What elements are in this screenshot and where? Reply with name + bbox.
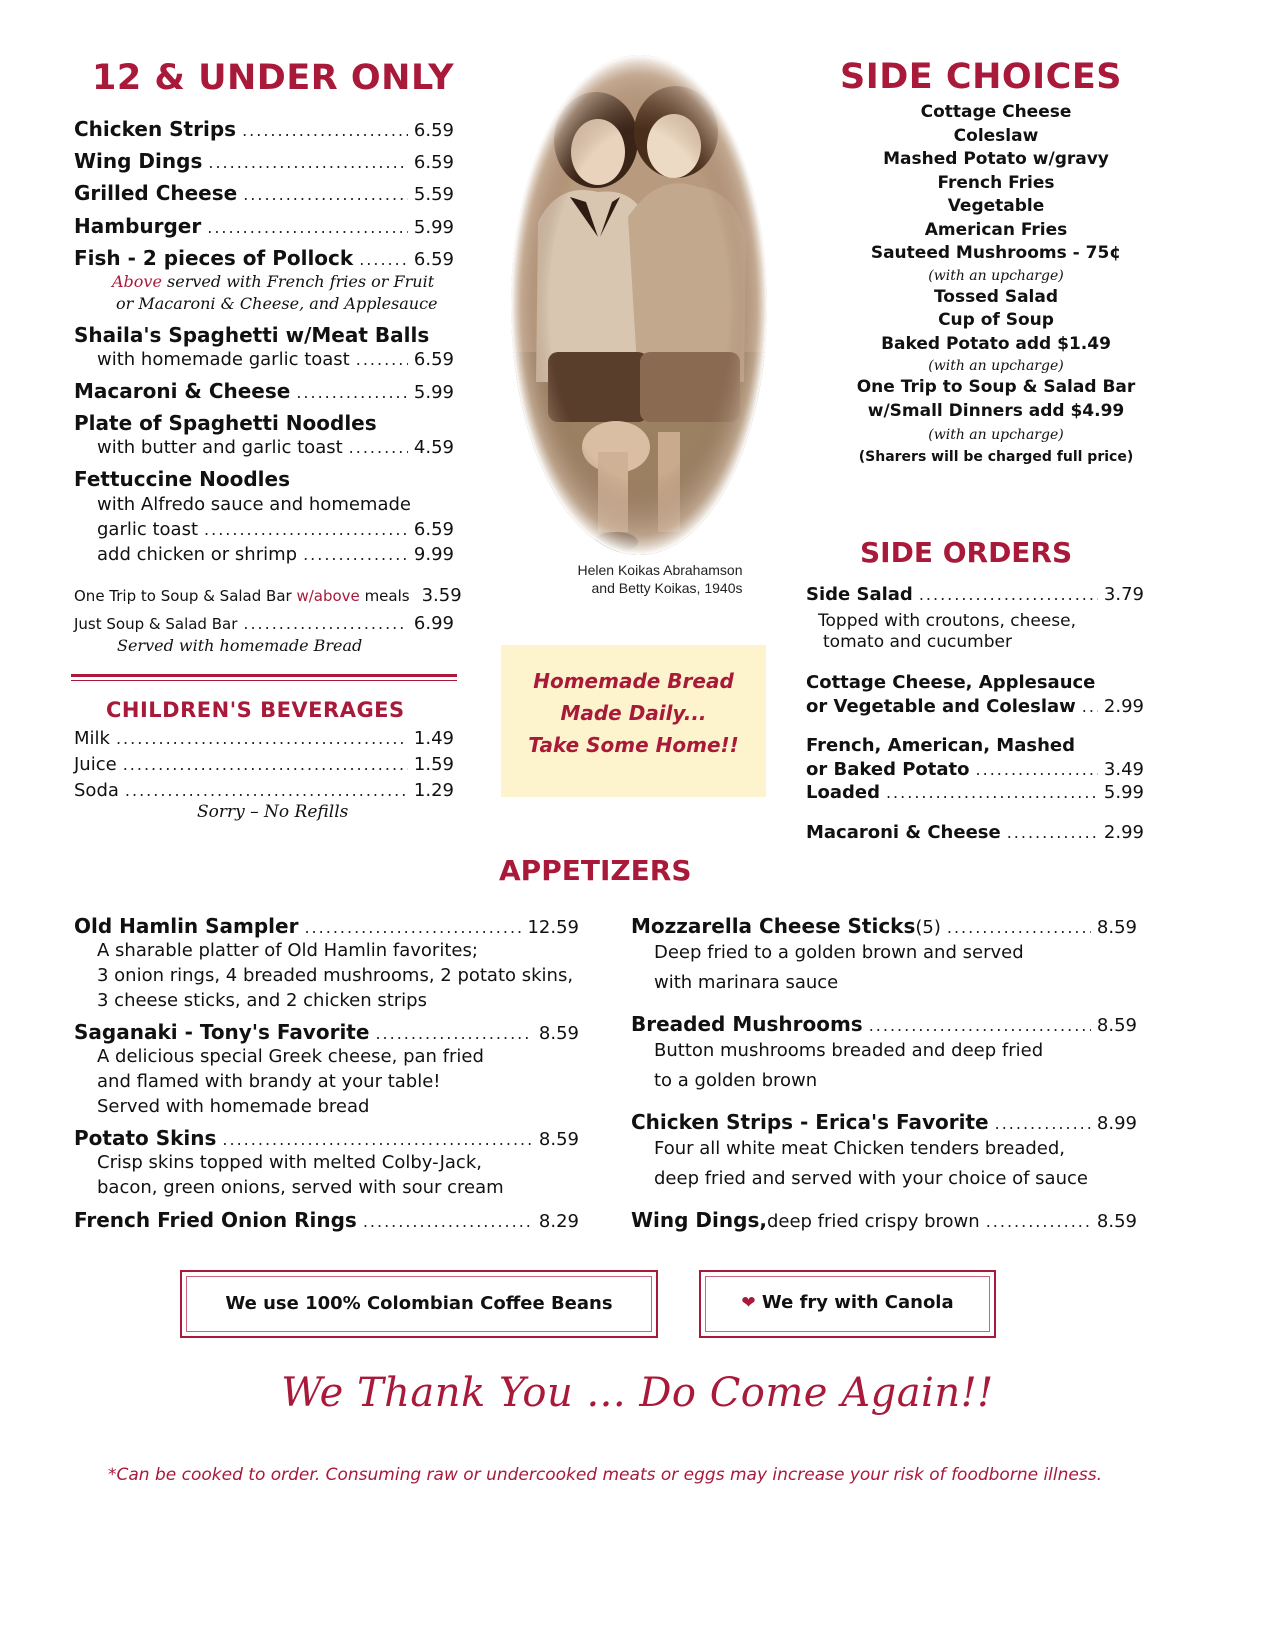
desc-line: Topped with croutons, cheese, [818,611,1077,631]
item-price: 2.99 [1103,822,1144,843]
item-price: 2.99 [1103,696,1144,717]
coffee-badge [180,1270,658,1338]
item-desc: deep fried and served with your choice of sauce [654,1168,1088,1189]
item-price: 8.99 [1096,1113,1137,1134]
desc-line: tomato and cucumber [823,632,1012,652]
item-price: 5.99 [1103,782,1144,803]
item-sub: with butter and garlic toast [97,437,343,458]
item-name: Fettuccine Noodles [74,467,290,491]
item-price: 8.59 [538,1023,579,1044]
side-choice: Vegetable [947,196,1045,216]
item-price: 1.49 [413,728,454,749]
item-name: Side Salad [806,584,913,605]
upcharge-note: (with an upcharge) [928,358,1064,374]
trip-label-end: meals [359,587,410,605]
item-name: Chicken Strips - Erica's Favorite [631,1110,989,1134]
item-count: (5) [915,917,941,938]
item-name: Milk [74,728,110,749]
side-choice: Mashed Potato w/gravy [883,149,1109,169]
item-desc: A sharable platter of Old Hamlin favorites; [97,940,478,961]
item-desc: Served with homemade bread [97,1096,370,1117]
side-choice: American Fries [924,219,1068,240]
side-choice: Sauteed Mushrooms - 75¢ [870,243,1122,263]
menu-item-noodles [74,411,454,458]
item-price: 4.59 [413,437,454,458]
side-choice: Coleslaw [953,125,1039,146]
item-desc: Button mushrooms breaded and deep fried [654,1040,1044,1061]
food-safety-disclaimer: *Can be cooked to order. Consuming raw or undercooked meats or eggs may increase your risk of foodborne illness. [108,1465,1102,1485]
menu-item [74,149,454,173]
trip-label: One Trip to Soup & Salad Bar [74,587,297,605]
side-order-item [806,733,1144,803]
beverage-item [74,780,454,801]
item-price: 1.29 [413,780,454,801]
menu-item [74,379,454,403]
item-desc: bacon, green onions, served with sour cream [97,1177,504,1198]
canola-badge-content [701,1272,994,1334]
item-desc: and flamed with brandy at your table! [97,1071,441,1092]
item-name: Old Hamlin Sampler [74,914,299,938]
item-price: 8.29 [538,1211,579,1232]
beverage-item [74,754,454,775]
item-desc: Four all white meat Chicken tenders breaded, [654,1138,1065,1159]
bread-line1: Homemade Bread [533,669,734,693]
bread-line2: Made Daily... [560,701,707,725]
side-choice: Cup of Soup [938,310,1054,330]
side-choices-list [836,101,1156,469]
item-price: 3.49 [1103,759,1144,780]
appetizer-item [74,1126,579,1200]
item-name: Fish - 2 pieces of Pollock [74,246,354,270]
item-name: Macaroni & Cheese [74,379,291,403]
side-choice: French Fries [937,172,1055,193]
appetizer-item [631,1208,1137,1232]
menu-item [74,181,454,205]
item-sub: garlic toast [97,519,199,540]
trip-label-red: w/above [296,587,360,605]
item-price: 3.79 [1103,584,1144,605]
item-name: French, American, Mashed [806,735,1075,756]
item-name: Hamburger [74,214,202,238]
item-price: 6.59 [413,349,454,370]
side-choice: Tossed Salad [933,286,1059,307]
side-choice: Baked Potato add $1.49 [881,333,1111,354]
item-name: Saganaki - Tony's Favorite [74,1020,370,1044]
item-desc: 3 onion rings, 4 breaded mushrooms, 2 potato skins, [97,965,574,986]
above-note-line2: or Macaroni & Cheese, and Applesauce [116,294,438,313]
item-desc: 3 cheese sticks, and 2 chicken strips [97,990,427,1011]
soup-salad-trip [74,585,462,606]
item-sub: with homemade garlic toast [97,349,350,370]
appetizers-title: APPETIZERS [499,854,692,887]
item-addon: add chicken or shrimp [97,544,298,565]
appetizer-item [74,1208,579,1232]
item-desc: Crisp skins topped with melted Colby-Jack, [97,1152,482,1173]
item-price: 8.59 [538,1129,579,1150]
item-name: Chicken Strips [74,117,237,141]
item-price: 5.99 [413,382,454,403]
item-price: 6.59 [413,249,454,270]
item-desc: Deep fried to a golden brown and served [654,942,1024,963]
item-name: Breaded Mushrooms [631,1012,863,1036]
side-choice: w/Small Dinners add $4.99 [867,400,1125,421]
item-name: Juice [74,754,117,775]
menu-item-fettuccine [74,467,454,565]
item-name: Potato Skins [74,1126,217,1150]
item-desc: to a golden brown [654,1070,818,1091]
thank-you-message: We Thank You ... Do Come Again!! [281,1370,994,1416]
divider [71,680,457,681]
item-desc: deep fried crispy brown [766,1211,980,1232]
appetizer-item [631,914,1137,998]
item-price: 1.59 [413,754,454,775]
item-name: French Fried Onion Rings [74,1208,357,1232]
sharers-note: (Sharers will be charged full price) [858,449,1134,465]
kids-menu-title: 12 & UNDER ONLY [92,58,455,98]
menu-item [74,246,454,270]
just-soup-salad [74,613,454,634]
upcharge-note: (with an upcharge) [928,427,1064,443]
item-price: 6.59 [413,152,454,173]
canola-badge-text: We fry with Canola [761,1292,954,1313]
divider [71,674,457,677]
above-note-red: Above [112,272,162,291]
appetizer-item [631,1012,1137,1096]
bread-line3: Take Some Home!! [528,733,739,757]
vintage-photo [508,52,770,558]
menu-item [74,117,454,141]
item-price: 5.99 [413,217,454,238]
item-price: 8.59 [1096,1015,1137,1036]
item-desc: with marinara sauce [654,972,839,993]
item-price: 8.59 [1096,1211,1137,1232]
side-choices-title: SIDE CHOICES [840,57,1122,97]
item-price: 12.59 [527,917,579,938]
side-order-item [806,822,1144,843]
canola-badge [699,1270,996,1338]
item-name: Just Soup & Salad Bar [74,615,238,633]
item-desc: A delicious special Greek cheese, pan fried [97,1046,484,1067]
item-name: Macaroni & Cheese [806,822,1001,843]
homemade-bread-box [501,645,766,797]
item-name: Shaila's Spaghetti w/Meat Balls [74,323,430,347]
item-price: 6.59 [413,120,454,141]
coffee-badge-text: We use 100% Colombian Coffee Beans [225,1293,613,1314]
side-choice: Cottage Cheese [920,102,1072,122]
menu-item-spaghetti [74,323,454,370]
caption-line1: Helen Koikas Abrahamson [577,562,743,578]
item-sub: with Alfredo sauce and homemade [97,494,411,515]
item-name: Plate of Spaghetti Noodles [74,411,377,435]
item-name: or Baked Potato [806,759,970,780]
no-refills-note: Sorry – No Refills [197,802,349,822]
item-name: Wing Dings [74,149,203,173]
menu-item [74,214,454,238]
item-price: 8.59 [1096,917,1137,938]
item-name: Loaded [806,782,880,803]
item-name: Soda [74,780,119,801]
sepia-portrait [508,52,770,558]
upcharge-note: (with an upcharge) [928,267,1064,284]
side-orders-title: SIDE ORDERS [860,536,1073,569]
bread-note: Served with homemade Bread [117,636,363,655]
item-price: 5.59 [413,184,454,205]
item-name: or Vegetable and Coleslaw [806,696,1076,717]
above-note-line1: served with French fries or Fruit [161,272,435,291]
photo-caption [520,561,800,597]
side-salad-desc [818,611,1076,653]
item-name: Wing Dings, [631,1208,767,1232]
item-price: 9.99 [413,544,454,565]
appetizer-item [631,1110,1137,1194]
item-name: Mozzarella Cheese Sticks [631,914,916,938]
side-order-item [806,584,1144,605]
appetizer-item [74,914,579,1013]
caption-line2: and Betty Koikas, 1940s [591,580,743,596]
beverage-item [74,728,454,749]
item-price: 6.99 [413,613,454,634]
item-price: 3.59 [421,585,462,606]
beverages-title: CHILDREN'S BEVERAGES [106,698,405,722]
item-name: Grilled Cheese [74,181,238,205]
side-order-item [806,670,1144,717]
heart-icon: ❤ [741,1293,756,1313]
appetizer-item [74,1020,579,1119]
side-choice: One Trip to Soup & Salad Bar [856,377,1136,397]
item-name: Cottage Cheese, Applesauce [806,672,1096,693]
above-note [112,271,452,315]
item-price: 6.59 [413,519,454,540]
